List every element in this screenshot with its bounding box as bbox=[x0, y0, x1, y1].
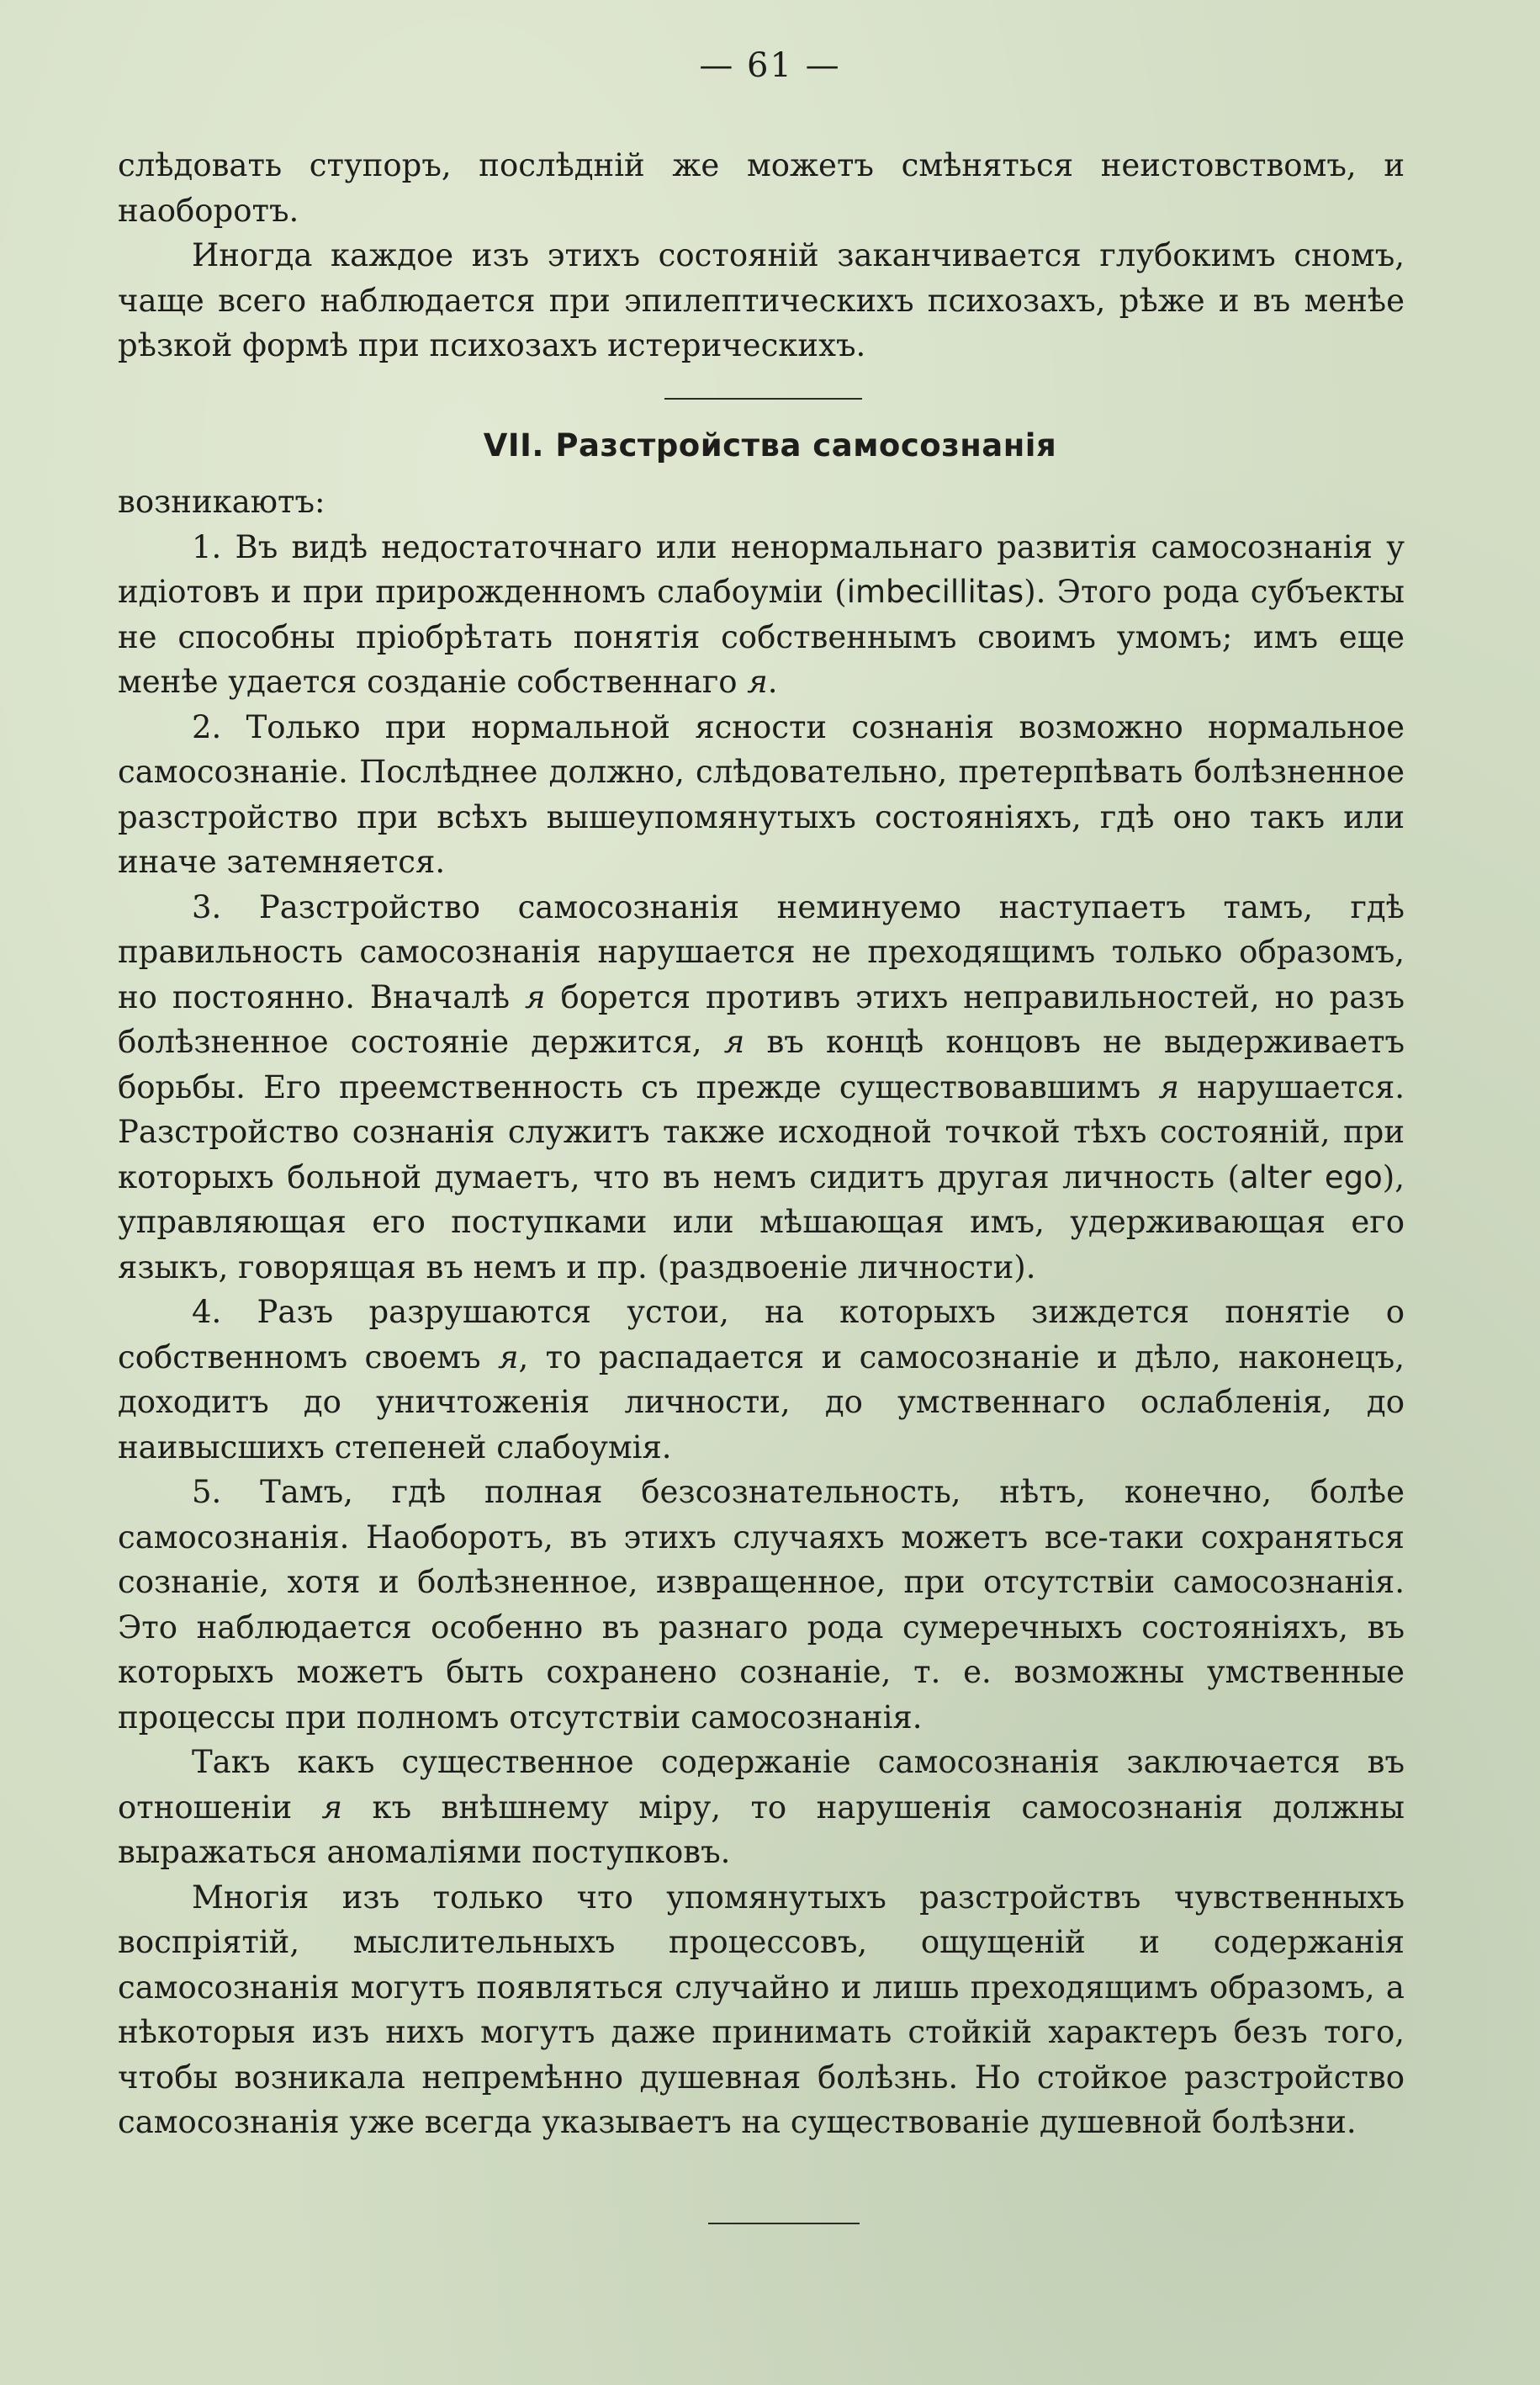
list-item-3 bbox=[118, 885, 1405, 1291]
item-3-text-a: 3. Разстройство самосознанія неминуемо наступаетъ тамъ, гдѣ правильность самосознанія нарушается не преходящимъ только образомъ, но постоянно. Вначалѣ bbox=[118, 888, 1405, 1015]
paragraph-self-relation bbox=[118, 1740, 1405, 1875]
text-block-section-vii bbox=[118, 480, 1405, 2145]
item-3-text-b: борется противъ этихъ неправильностей, но разъ болѣзненное состояніе держится, bbox=[118, 978, 1405, 1060]
section-intro: возникаютъ: bbox=[118, 484, 325, 520]
item-1-ital-ya: я bbox=[747, 664, 768, 700]
para-self-ital-ya: я bbox=[321, 1789, 343, 1826]
list-item-2: 2. Только при нормальной ясности сознанія возможно нормальное самосознаніе. Послѣднее должно, слѣдовательно, претерпѣвать болѣзненное разстройство при всѣхъ вышеупомянутыхъ состояніяхъ, гдѣ оно такъ или иначе затемняется. bbox=[118, 708, 1405, 880]
item-3-text-e: ), управляющая его поступками или мѣшающая имъ, удерживающая его языкъ, говорящая въ немъ и пр. (раздвоеніе личности). bbox=[118, 1158, 1405, 1285]
item-1-latin-term: imbecillitas bbox=[846, 574, 1024, 610]
list-item-5: 5. Тамъ, гдѣ полная безсознательность, нѣтъ, конечно, болѣе самосознанія. Наоборотъ, въ этихъ случаяхъ можетъ все-таки сохраняться сознаніе, хотя и болѣзненное, извращенное, при отсутствіи самосознанія. Это наблюдается особенно въ разнаго рода сумеречныхъ состояніяхъ, въ которыхъ можетъ быть сохранено сознаніе, т. е. возможны умственные процессы при полномъ отсутствіи самосознанія. bbox=[118, 1474, 1405, 1736]
paragraph-sleep-states: Иногда каждое изъ этихъ состояній заканчивается глубокимъ сномъ, чаще всего наблюдается при эпилептическихъ психозахъ, рѣже и въ менѣе рѣзкой формѣ при психозахъ истерическихъ. bbox=[118, 237, 1405, 363]
item-1-text-a: 1. Въ видѣ недостаточнаго или ненормальнаго развитія самосознанія у идіотовъ и при прирожденномъ слабоуміи ( bbox=[118, 528, 1405, 610]
paragraph-conclusion: Многія изъ только что упомянутыхъ разстройствъ чувственныхъ воспріятій, мыслительныхъ процессовъ, ощущеній и содержанія самосознанія могутъ появляться случайно и лишь преходящимъ образомъ, а нѣкоторыя изъ нихъ могутъ даже принимать стойкій характеръ безъ того, чтобы возникала непремѣнно душевная болѣзнь. Но стойкое разстройство самосознанія уже всегда указываетъ на существованіе душевной болѣзни. bbox=[118, 1879, 1405, 2140]
text-block-top bbox=[118, 143, 1405, 368]
item-3-ital-1: я bbox=[525, 978, 546, 1015]
paragraph-continued: слѣдовать ступоръ, послѣдній же можетъ смѣняться неистовствомъ, и наоборотъ. bbox=[118, 147, 1405, 229]
item-3-ital-3: я bbox=[1158, 1068, 1179, 1105]
para-self-text-a: Такъ какъ существенное содержаніе самосознанія заключается въ отношеніи bbox=[118, 1744, 1405, 1826]
page-number: — 61 — bbox=[699, 46, 841, 85]
item-3-ital-2: я bbox=[723, 1024, 745, 1060]
para-self-text-b: къ внѣшнему міру, то нарушенія самосознанія должны выражаться аномаліями поступковъ. bbox=[118, 1789, 1405, 1870]
section-divider-top bbox=[664, 398, 862, 400]
item-3-latin-term: alter ego bbox=[1239, 1158, 1383, 1195]
section-heading: VII. Разстройства самосознанія bbox=[483, 427, 1057, 464]
item-1-text-end: . bbox=[767, 664, 778, 700]
section-divider-bottom bbox=[708, 2223, 860, 2224]
item-4-text-b: , то распадается и самосознаніе и дѣло, наконецъ, доходитъ до уничтоженія личности, до умственнаго ослабленія, до наивысшихъ степеней слабоумія. bbox=[118, 1338, 1405, 1465]
item-4-ital-1: я bbox=[497, 1338, 519, 1375]
item-3-text-d: нарушается. Разстройство сознанія служитъ также исходной точкой тѣхъ состояній, при которыхъ больной думаетъ, что въ немъ сидитъ другая личность ( bbox=[118, 1068, 1405, 1195]
list-item-1 bbox=[118, 525, 1405, 705]
item-3-text-c: въ концѣ концовъ не выдерживаетъ борьбы. Его преемственность съ прежде существовавшимъ bbox=[118, 1024, 1405, 1105]
item-1-text-b: ). Этого рода субъекты не способны пріобрѣтать понятія собственнымъ своимъ умомъ; имъ еще менѣе удается созданіе собственнаго bbox=[118, 574, 1405, 700]
list-item-4 bbox=[118, 1290, 1405, 1470]
item-4-text-a: 4. Разъ разрушаются устои, на которыхъ зиждется понятіе о собственномъ своемъ bbox=[118, 1294, 1405, 1375]
